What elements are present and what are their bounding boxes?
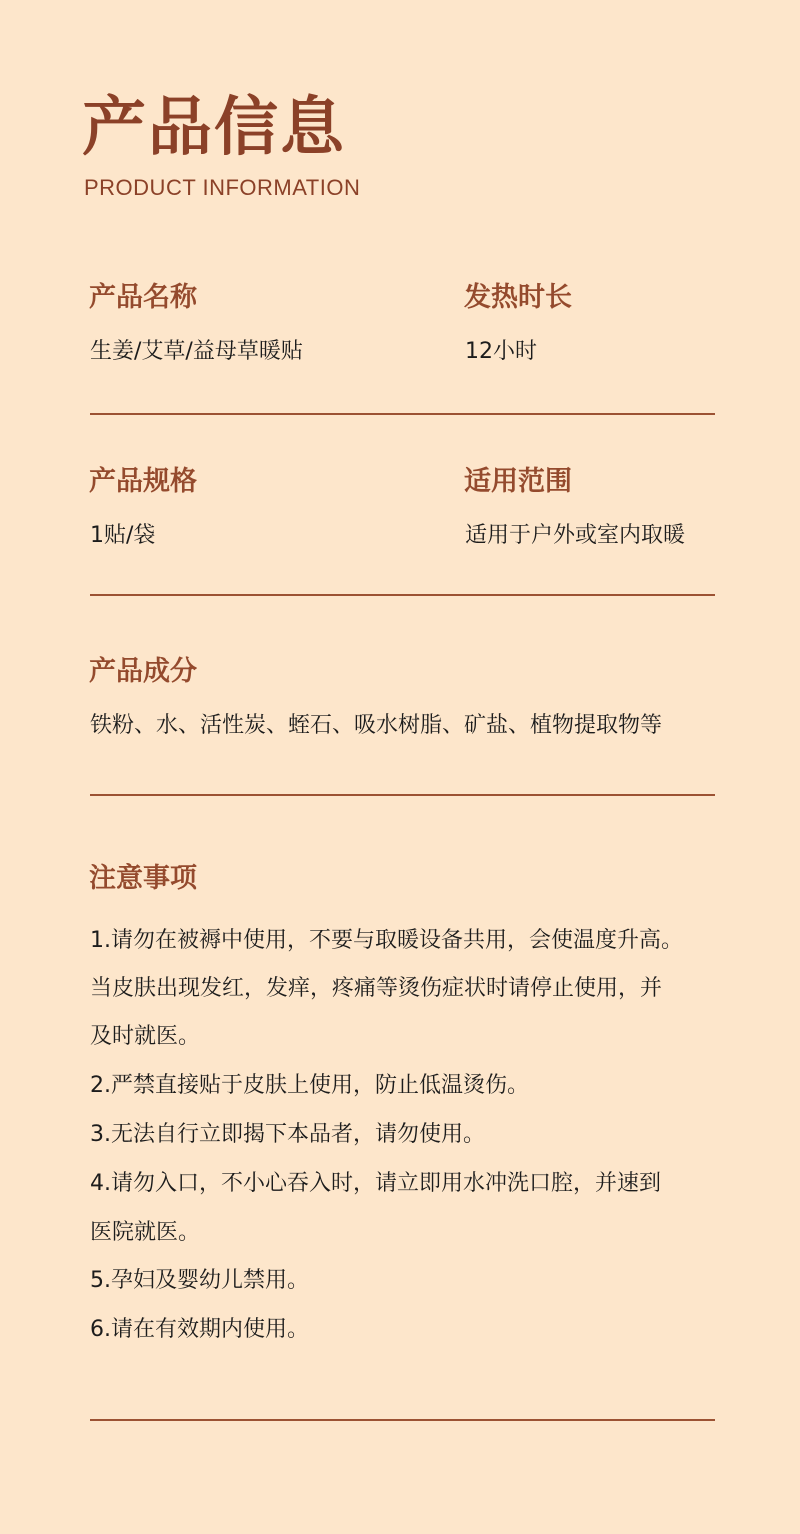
divider <box>90 794 715 796</box>
product-name-value: 生姜/艾草/益母草暖贴 <box>90 339 303 364</box>
ingredients-value: 铁粉、水、活性炭、蛭石、吸水树脂、矿盐、植物提取物等 <box>90 713 663 738</box>
notes-line: 3.无法自行立即揭下本品者，请勿使用。 <box>90 1122 485 1147</box>
ingredients-label: 产品成分 <box>89 656 197 687</box>
product-name-label: 产品名称 <box>89 282 197 313</box>
heat-duration-value: 12小时 <box>465 339 537 364</box>
page-title: 产品信息 <box>82 91 346 165</box>
notes-line: 4.请勿入口，不小心吞入时，请立即用水冲洗口腔，并速到 <box>90 1171 661 1196</box>
page-subtitle: PRODUCT INFORMATION <box>84 175 361 200</box>
notes-line: 5.孕妇及婴幼儿禁用。 <box>90 1268 309 1293</box>
usage-scope-value: 适用于户外或室内取暖 <box>465 523 686 548</box>
product-spec-label: 产品规格 <box>89 466 197 497</box>
divider <box>90 413 715 415</box>
usage-scope-label: 适用范围 <box>464 466 572 497</box>
divider <box>90 1419 715 1421</box>
notes-line: 1.请勿在被褥中使用，不要与取暖设备共用，会使温度升高。 <box>90 928 683 953</box>
notes-line: 2.严禁直接贴于皮肤上使用，防止低温烫伤。 <box>90 1073 529 1098</box>
divider <box>90 594 715 596</box>
notes-line: 医院就医。 <box>90 1220 201 1245</box>
notes-line: 当皮肤出现发红，发痒，疼痛等烫伤症状时请停止使用，并 <box>90 976 663 1001</box>
product-spec-value: 1贴/袋 <box>90 523 156 548</box>
notes-line: 及时就医。 <box>90 1024 201 1049</box>
notes-label: 注意事项 <box>89 863 197 894</box>
heat-duration-label: 发热时长 <box>464 282 572 313</box>
notes-line: 6.请在有效期内使用。 <box>90 1317 309 1342</box>
